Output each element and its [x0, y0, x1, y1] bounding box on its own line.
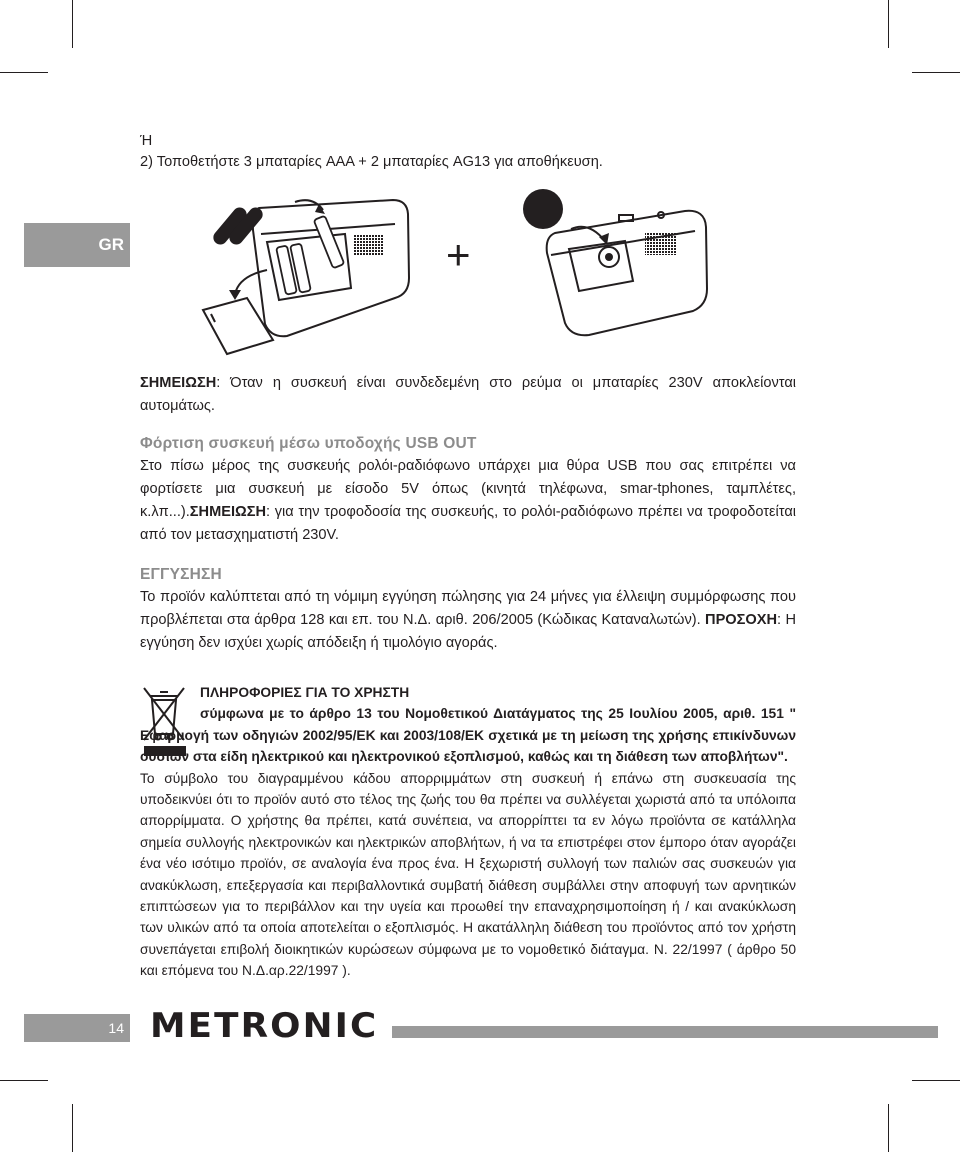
battery-section — [140, 130, 796, 174]
battery-aaa-illustration — [195, 190, 425, 365]
crop-mark — [0, 72, 48, 73]
crop-mark — [888, 0, 889, 48]
crop-mark — [72, 0, 73, 48]
caution-text: : Η εγγύηση δεν ισχύει χωρίς απόδειξη ή τιμολόγιο αγοράς. — [140, 612, 796, 651]
language-tab: GR — [24, 223, 130, 267]
weee-legal-basis: σύμφωνα με το άρθρο 13 του Νομοθετικού Διατάγματος της 25 Ιουλίου 2005, αριθ. 151 " Εφαρμογή των οδηγιών 2002/95/ΕΚ και 2003/108/ΕΚ σχετικά με τη μείωση της χρήσης επικίνδυνων ουσιών στα είδη ηλεκτρικού και ηλεκτρονικού εξοπλισμού, καθώς και τη διάθεση των αποβλήτων". — [140, 706, 796, 765]
crop-mark — [0, 1080, 48, 1081]
coin-battery-illustration — [515, 185, 715, 345]
crop-mark — [912, 72, 960, 73]
crop-mark — [888, 1104, 889, 1152]
warranty-heading: ΕΓΓΥΣΗΣΗ — [140, 566, 222, 583]
power-note — [140, 372, 796, 418]
crop-mark — [72, 1104, 73, 1152]
usb-note-text: : για την τροφοδοσία της συσκευής, το ρολόι-ραδιόφωνο πρέπει να τροφοδοτείται από τον μετασχηματιστή 230V. — [140, 504, 796, 543]
page-number: 14 — [24, 1014, 130, 1042]
footer-bar — [392, 1026, 938, 1038]
weee-heading: ΠΛΗΡΟΦΟΡΙΕΣ ΓΙΑ ΤΟ ΧΡΗΣΤΗ — [200, 685, 410, 700]
usb-heading: Φόρτιση συσκευή μέσω υποδοχής USB OUT — [140, 435, 477, 452]
warranty-section — [140, 563, 796, 655]
warranty-text: Το προϊόν καλύπτεται από τη νόμιμη εγγύηση πώλησης για 24 μήνες για έλλειψη συμμόρφωσης που προβλέπεται στα άρθρα 128 και επ. του Ν.Δ. αριθ. 206/2005 (Κώδικας Καταναλωτών). — [140, 589, 796, 628]
plus-sign: + — [446, 231, 471, 278]
usb-section — [140, 432, 796, 547]
note-label: ΣΗΜΕΙΩΣΗ — [140, 375, 217, 391]
brand-logo: METRONIC — [150, 1006, 379, 1046]
caution-label: ΠΡΟΣΟΧΗ — [705, 612, 778, 628]
battery-instruction: 2) Τοποθετήστε 3 μπαταρίες AAA + 2 μπαταρίες AG13 για αποθήκευση. — [140, 154, 603, 170]
usb-text: Στο πίσω μέρος της συσκευής ρολόι-ραδιόφωνο υπάρχει μια θύρα USB που σας επιτρέπει να φορτίσετε μια συσκευή με είσοδο 5V όπως (κινητά τηλέφωνα, smar-tphones, ταμπλέτες, κ.λπ...). — [140, 458, 796, 520]
note-text: : Όταν η συσκευή είναι συνδεδεμένη στο ρεύμα οι μπαταρίες 230V αποκλείονται αυτομάτως. — [140, 375, 796, 414]
weee-body: Το σύμβολο του διαγραμμένου κάδου απορριμμάτων στη συσκευή ή επάνω στη συσκευασία της υποδεικνύει ότι το προϊόν αυτό στο τέλος της ζωής του θα πρέπει να συλλέγεται χωριστά από τα υπόλοιπα απορρίμματα. Ο χρήστης θα πρέπει, κατά συνέπεια, να απορρίπτει τα εν λόγω προϊόντα σε κατάλληλα σημεία συλλογής ηλεκτρονικών και ηλεκτρικών αποβλήτων, ή να τα επιστρέφει στον έμπορο όταν αγοράζει ένα νέο ισότιμο προϊόν, σε αναλογία ένα προς ένα. Η ξεχωριστή συλλογή των παλιών σας συσκευών για ανακύκλωση, επεξεργασία και περιβαλλοντικά συμβατή διάθεση συμβάλλει στην αποφυγή των αρνητικών επιπτώσεων για το περιβάλλον και την υγεία και προωθεί την επαναχρησιμοποίηση ή / και ανακύκλωση των υλικών από τα οποία αποτελείται ο εξοπλισμός. Η ακατάλληλη διάθεση του προϊόντος από τον χρήστη συνεπάγεται επιβολή διοικητικών κυρώσεων σύμφωνα με το νομοθετικό διάταγμα. Ν. 22/1997 ( άρθρο 50 και επόμενα του Ν.Δ.αρ.22/1997 ). — [140, 770, 796, 979]
weee-section — [140, 682, 796, 982]
crop-mark — [912, 1080, 960, 1081]
or-label: Ή — [140, 133, 153, 149]
usb-note-label: ΣΗΜΕΙΩΣΗ — [189, 504, 267, 520]
